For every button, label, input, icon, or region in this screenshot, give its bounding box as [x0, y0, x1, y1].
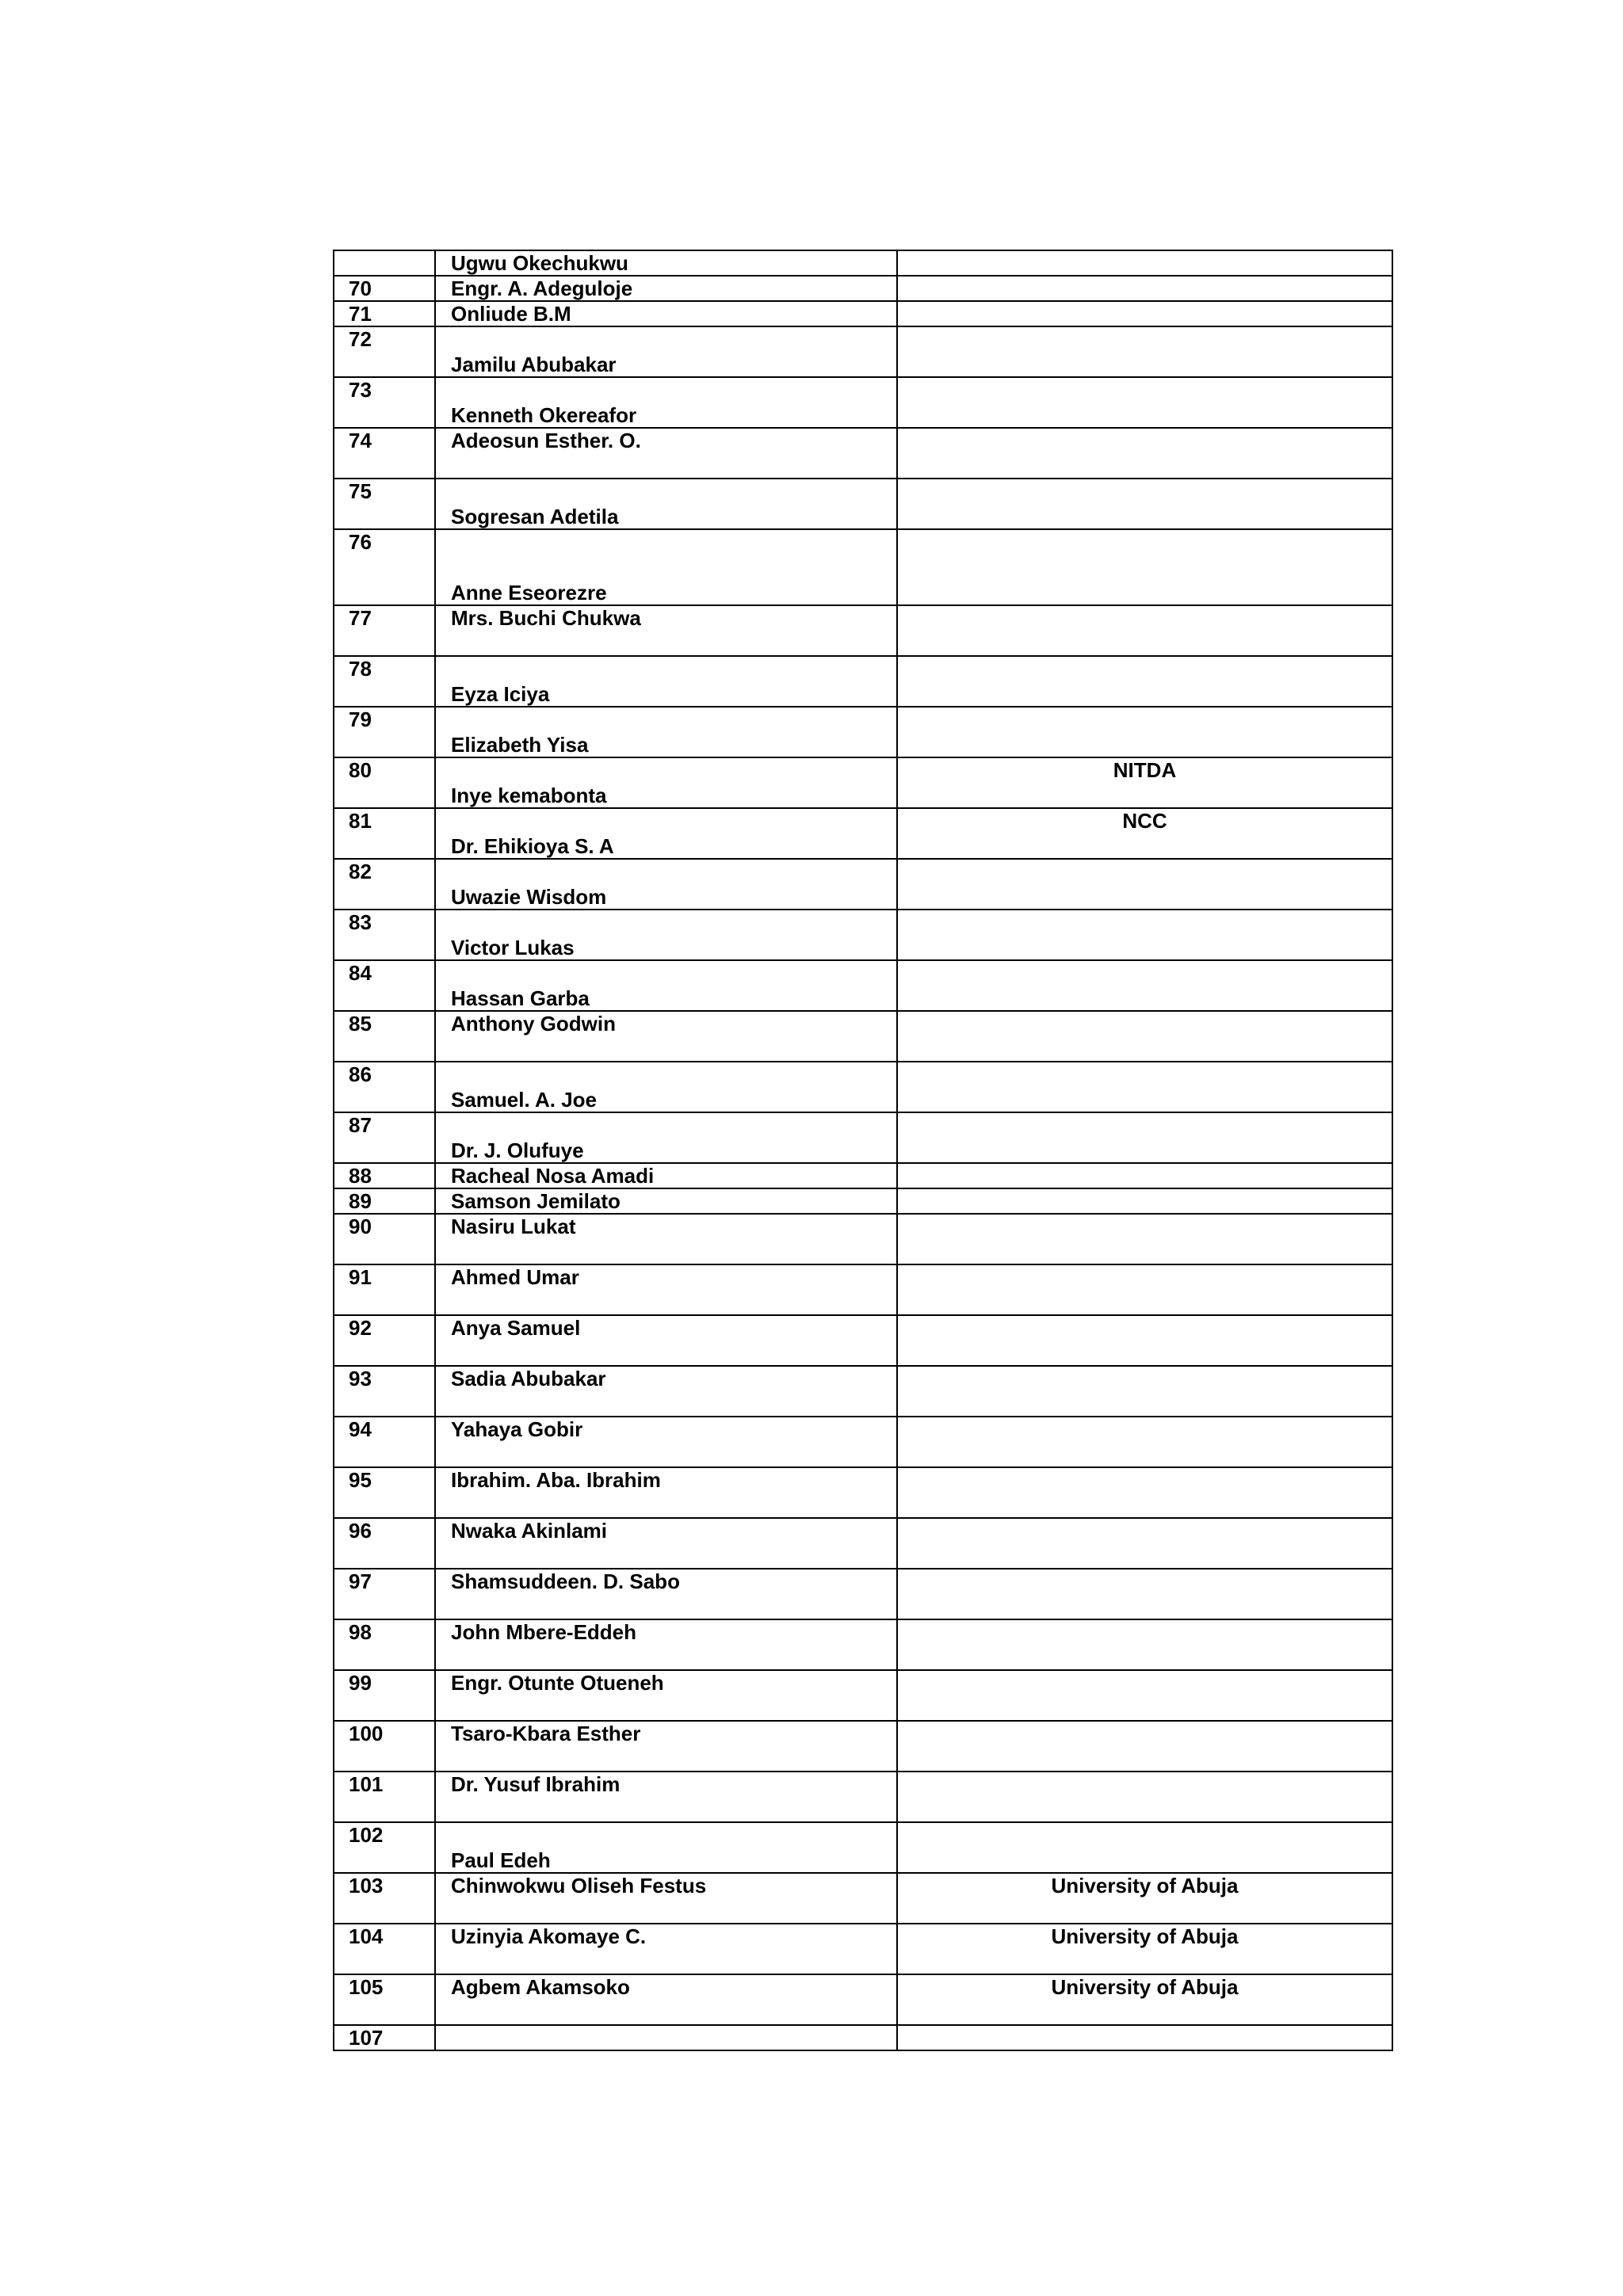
row-number-cell	[334, 1974, 435, 2025]
row-number-cell	[334, 1670, 435, 1721]
name-text: Kenneth Okereafor	[451, 403, 637, 427]
row-number-cell	[334, 1214, 435, 1264]
organisation-cell	[897, 1518, 1392, 1569]
name-cell	[435, 1264, 897, 1315]
row-number-cell	[334, 326, 435, 377]
row-number-cell	[334, 605, 435, 656]
table-row	[334, 529, 1392, 605]
row-number-cell	[334, 529, 435, 605]
organisation-cell	[897, 1163, 1392, 1188]
row-number-text: 103	[349, 1874, 384, 1897]
row-number-text: 79	[349, 707, 372, 731]
name-cell	[435, 1569, 897, 1619]
row-number-text: 107	[349, 2026, 384, 2050]
name-cell	[435, 479, 897, 529]
table-row	[334, 656, 1392, 707]
row-number-text: 94	[349, 1417, 372, 1441]
row-number-text: 72	[349, 327, 372, 351]
organisation-text: University of Abuja	[1051, 1975, 1239, 1999]
organisation-text: University of Abuja	[1051, 1874, 1239, 1897]
row-number-cell	[334, 1112, 435, 1163]
row-number-cell	[334, 1619, 435, 1670]
table-row	[334, 960, 1392, 1011]
organisation-cell	[897, 479, 1392, 529]
name-text: Yahaya Gobir	[451, 1417, 583, 1441]
organisation-cell	[897, 1569, 1392, 1619]
name-cell	[435, 529, 897, 605]
name-text: Victor Lukas	[451, 936, 575, 959]
name-cell	[435, 707, 897, 757]
name-cell	[435, 1467, 897, 1518]
name-text: Ugwu Okechukwu	[451, 251, 628, 275]
name-cell	[435, 2025, 897, 2050]
organisation-cell	[897, 1112, 1392, 1163]
table-row	[334, 1112, 1392, 1163]
organisation-cell	[897, 1214, 1392, 1264]
organisation-cell	[897, 301, 1392, 326]
table-row	[334, 1873, 1392, 1924]
table-row	[334, 757, 1392, 808]
name-cell	[435, 301, 897, 326]
name-cell	[435, 1873, 897, 1924]
table-row	[334, 250, 1392, 276]
name-text: Hassan Garba	[451, 986, 590, 1010]
organisation-cell	[897, 1619, 1392, 1670]
name-text: Nwaka Akinlami	[451, 1519, 608, 1543]
organisation-cell	[897, 1721, 1392, 1772]
table-row	[334, 1924, 1392, 1974]
name-cell	[435, 757, 897, 808]
name-cell	[435, 1772, 897, 1822]
row-number-cell	[334, 910, 435, 960]
table-row	[334, 1670, 1392, 1721]
row-number-text: 92	[349, 1316, 372, 1340]
row-number-text: 95	[349, 1468, 372, 1492]
organisation-cell	[897, 250, 1392, 276]
organisation-cell	[897, 910, 1392, 960]
organisation-cell	[897, 1264, 1392, 1315]
name-cell	[435, 1163, 897, 1188]
name-text: John Mbere-Eddeh	[451, 1620, 637, 1644]
table-row	[334, 1772, 1392, 1822]
row-number-cell	[334, 1721, 435, 1772]
name-cell	[435, 859, 897, 910]
name-text: Shamsuddeen. D. Sabo	[451, 1569, 680, 1593]
row-number-text: 93	[349, 1367, 372, 1390]
organisation-cell	[897, 1366, 1392, 1417]
name-cell	[435, 1518, 897, 1569]
row-number-cell	[334, 1264, 435, 1315]
table-row	[334, 1721, 1392, 1772]
row-number-cell	[334, 757, 435, 808]
row-number-text: 87	[349, 1113, 372, 1137]
name-cell	[435, 1011, 897, 1062]
name-cell	[435, 1315, 897, 1366]
row-number-cell	[334, 428, 435, 479]
row-number-text: 96	[349, 1519, 372, 1543]
table-row	[334, 1366, 1392, 1417]
name-text: Samuel. A. Joe	[451, 1088, 597, 1112]
row-number-text: 98	[349, 1620, 372, 1644]
name-text: Racheal Nosa Amadi	[451, 1164, 655, 1188]
organisation-text: NCC	[1122, 809, 1167, 833]
organisation-cell	[897, 757, 1392, 808]
row-number-cell	[334, 301, 435, 326]
row-number-cell	[334, 808, 435, 859]
row-number-cell	[334, 859, 435, 910]
name-cell	[435, 1924, 897, 1974]
name-text: Engr. A. Adeguloje	[451, 277, 633, 300]
name-text: Engr. Otunte Otueneh	[451, 1671, 664, 1695]
row-number-text: 97	[349, 1569, 372, 1593]
row-number-text: 82	[349, 860, 372, 883]
table-row	[334, 859, 1392, 910]
table-row	[334, 1569, 1392, 1619]
name-text: Eyza Iciya	[451, 682, 550, 706]
row-number-text: 85	[349, 1012, 372, 1035]
table-row	[334, 301, 1392, 326]
name-text: Sogresan Adetila	[451, 505, 619, 528]
row-number-cell	[334, 1011, 435, 1062]
row-number-cell	[334, 1924, 435, 1974]
name-text: Uzinyia Akomaye C.	[451, 1924, 647, 1948]
row-number-cell	[334, 1772, 435, 1822]
row-number-text: 71	[349, 302, 372, 326]
name-cell	[435, 1974, 897, 2025]
name-text: Anthony Godwin	[451, 1012, 616, 1035]
organisation-cell	[897, 1417, 1392, 1467]
organisation-cell	[897, 960, 1392, 1011]
table-row	[334, 377, 1392, 428]
row-number-text: 81	[349, 809, 372, 833]
name-cell	[435, 1214, 897, 1264]
name-cell	[435, 250, 897, 276]
table-row	[334, 428, 1392, 479]
row-number-text: 73	[349, 378, 372, 402]
name-cell	[435, 326, 897, 377]
row-number-cell	[334, 1188, 435, 1214]
row-number-text: 104	[349, 1924, 384, 1948]
table-row	[334, 276, 1392, 301]
organisation-cell	[897, 1822, 1392, 1873]
attendance-table-body	[334, 250, 1392, 2050]
name-cell	[435, 1188, 897, 1214]
table-row	[334, 1214, 1392, 1264]
row-number-cell	[334, 1417, 435, 1467]
name-cell	[435, 1366, 897, 1417]
table-row	[334, 326, 1392, 377]
row-number-text: 76	[349, 530, 372, 554]
organisation-cell	[897, 656, 1392, 707]
row-number-cell	[334, 1518, 435, 1569]
table-row	[334, 1264, 1392, 1315]
name-cell	[435, 1417, 897, 1467]
row-number-cell	[334, 276, 435, 301]
row-number-text: 75	[349, 479, 372, 503]
row-number-text: 83	[349, 910, 372, 934]
row-number-cell	[334, 707, 435, 757]
row-number-text: 90	[349, 1215, 372, 1238]
name-text: Nasiru Lukat	[451, 1215, 576, 1238]
name-cell	[435, 1822, 897, 1873]
row-number-text: 102	[349, 1823, 384, 1847]
table-row	[334, 1062, 1392, 1112]
name-text: Jamilu Abubakar	[451, 353, 617, 376]
row-number-cell	[334, 1873, 435, 1924]
row-number-cell	[334, 1062, 435, 1112]
name-text: Adeosun Esther. O.	[451, 429, 641, 452]
name-cell	[435, 656, 897, 707]
name-text: Inye kemabonta	[451, 784, 607, 807]
row-number-cell	[334, 960, 435, 1011]
organisation-cell	[897, 605, 1392, 656]
table-row	[334, 479, 1392, 529]
organisation-cell	[897, 1315, 1392, 1366]
organisation-text: University of Abuja	[1051, 1924, 1239, 1948]
name-cell	[435, 808, 897, 859]
name-cell	[435, 605, 897, 656]
row-number-text: 84	[349, 961, 372, 985]
row-number-cell	[334, 1822, 435, 1873]
organisation-cell	[897, 1772, 1392, 1822]
table-row	[334, 808, 1392, 859]
organisation-cell	[897, 276, 1392, 301]
name-cell	[435, 1619, 897, 1670]
table-row	[334, 1619, 1392, 1670]
name-cell	[435, 1062, 897, 1112]
name-cell	[435, 960, 897, 1011]
table-row	[334, 707, 1392, 757]
table-row	[334, 1518, 1392, 1569]
name-text: Dr. Ehikioya S. A	[451, 834, 614, 858]
organisation-text: NITDA	[1113, 758, 1177, 782]
row-number-cell	[334, 479, 435, 529]
row-number-text: 86	[349, 1062, 372, 1086]
row-number-text: 105	[349, 1975, 384, 1999]
name-text: Dr. Yusuf Ibrahim	[451, 1772, 621, 1796]
organisation-cell	[897, 1873, 1392, 1924]
row-number-text: 80	[349, 758, 372, 782]
organisation-cell	[897, 707, 1392, 757]
row-number-cell	[334, 2025, 435, 2050]
name-text: Chinwokwu Oliseh Festus	[451, 1874, 707, 1897]
table-row	[334, 1822, 1392, 1873]
organisation-cell	[897, 1924, 1392, 1974]
row-number-cell	[334, 1163, 435, 1188]
table-row	[334, 910, 1392, 960]
row-number-text: 77	[349, 606, 372, 630]
name-text: Anya Samuel	[451, 1316, 581, 1340]
name-text: Tsaro-Kbara Esther	[451, 1722, 641, 1745]
table-row	[334, 1163, 1392, 1188]
name-cell	[435, 1721, 897, 1772]
name-text: Paul Edeh	[451, 1848, 551, 1872]
name-text: Dr. J. Olufuye	[451, 1138, 584, 1162]
table-row	[334, 1974, 1392, 2025]
table-row	[334, 1417, 1392, 1467]
organisation-cell	[897, 377, 1392, 428]
row-number-text: 74	[349, 429, 372, 452]
organisation-cell	[897, 1011, 1392, 1062]
table-row	[334, 1467, 1392, 1518]
table-row	[334, 605, 1392, 656]
row-number-text: 101	[349, 1772, 384, 1796]
table-row	[334, 2025, 1392, 2050]
organisation-cell	[897, 1467, 1392, 1518]
name-cell	[435, 1670, 897, 1721]
organisation-cell	[897, 1188, 1392, 1214]
name-cell	[435, 276, 897, 301]
row-number-text: 88	[349, 1164, 372, 1188]
row-number-cell	[334, 656, 435, 707]
organisation-cell	[897, 859, 1392, 910]
organisation-cell	[897, 2025, 1392, 2050]
name-text: Samson Jemilato	[451, 1189, 621, 1213]
row-number-cell	[334, 377, 435, 428]
organisation-cell	[897, 529, 1392, 605]
name-text: Ibrahim. Aba. Ibrahim	[451, 1468, 661, 1492]
attendance-table	[333, 250, 1393, 2051]
name-text: Anne Eseorezre	[451, 581, 607, 605]
row-number-text: 78	[349, 657, 372, 681]
table-row	[334, 1011, 1392, 1062]
organisation-cell	[897, 428, 1392, 479]
name-cell	[435, 428, 897, 479]
name-text: Elizabeth Yisa	[451, 733, 589, 757]
row-number-text: 70	[349, 277, 372, 300]
name-cell	[435, 377, 897, 428]
organisation-cell	[897, 808, 1392, 859]
row-number-cell	[334, 1467, 435, 1518]
table-row	[334, 1315, 1392, 1366]
organisation-cell	[897, 1062, 1392, 1112]
name-text: Sadia Abubakar	[451, 1367, 606, 1390]
name-text: Onliude B.M	[451, 302, 571, 326]
organisation-cell	[897, 326, 1392, 377]
name-text: Ahmed Umar	[451, 1265, 579, 1289]
row-number-text: 91	[349, 1265, 372, 1289]
name-text: Uwazie Wisdom	[451, 885, 607, 909]
name-cell	[435, 910, 897, 960]
row-number-cell	[334, 250, 435, 276]
organisation-cell	[897, 1670, 1392, 1721]
name-text: Mrs. Buchi Chukwa	[451, 606, 641, 630]
row-number-cell	[334, 1366, 435, 1417]
name-text: Agbem Akamsoko	[451, 1975, 630, 1999]
table-row	[334, 1188, 1392, 1214]
row-number-cell	[334, 1315, 435, 1366]
row-number-text: 100	[349, 1722, 384, 1745]
row-number-cell	[334, 1569, 435, 1619]
organisation-cell	[897, 1974, 1392, 2025]
name-cell	[435, 1112, 897, 1163]
row-number-text: 89	[349, 1189, 372, 1213]
row-number-text: 99	[349, 1671, 372, 1695]
